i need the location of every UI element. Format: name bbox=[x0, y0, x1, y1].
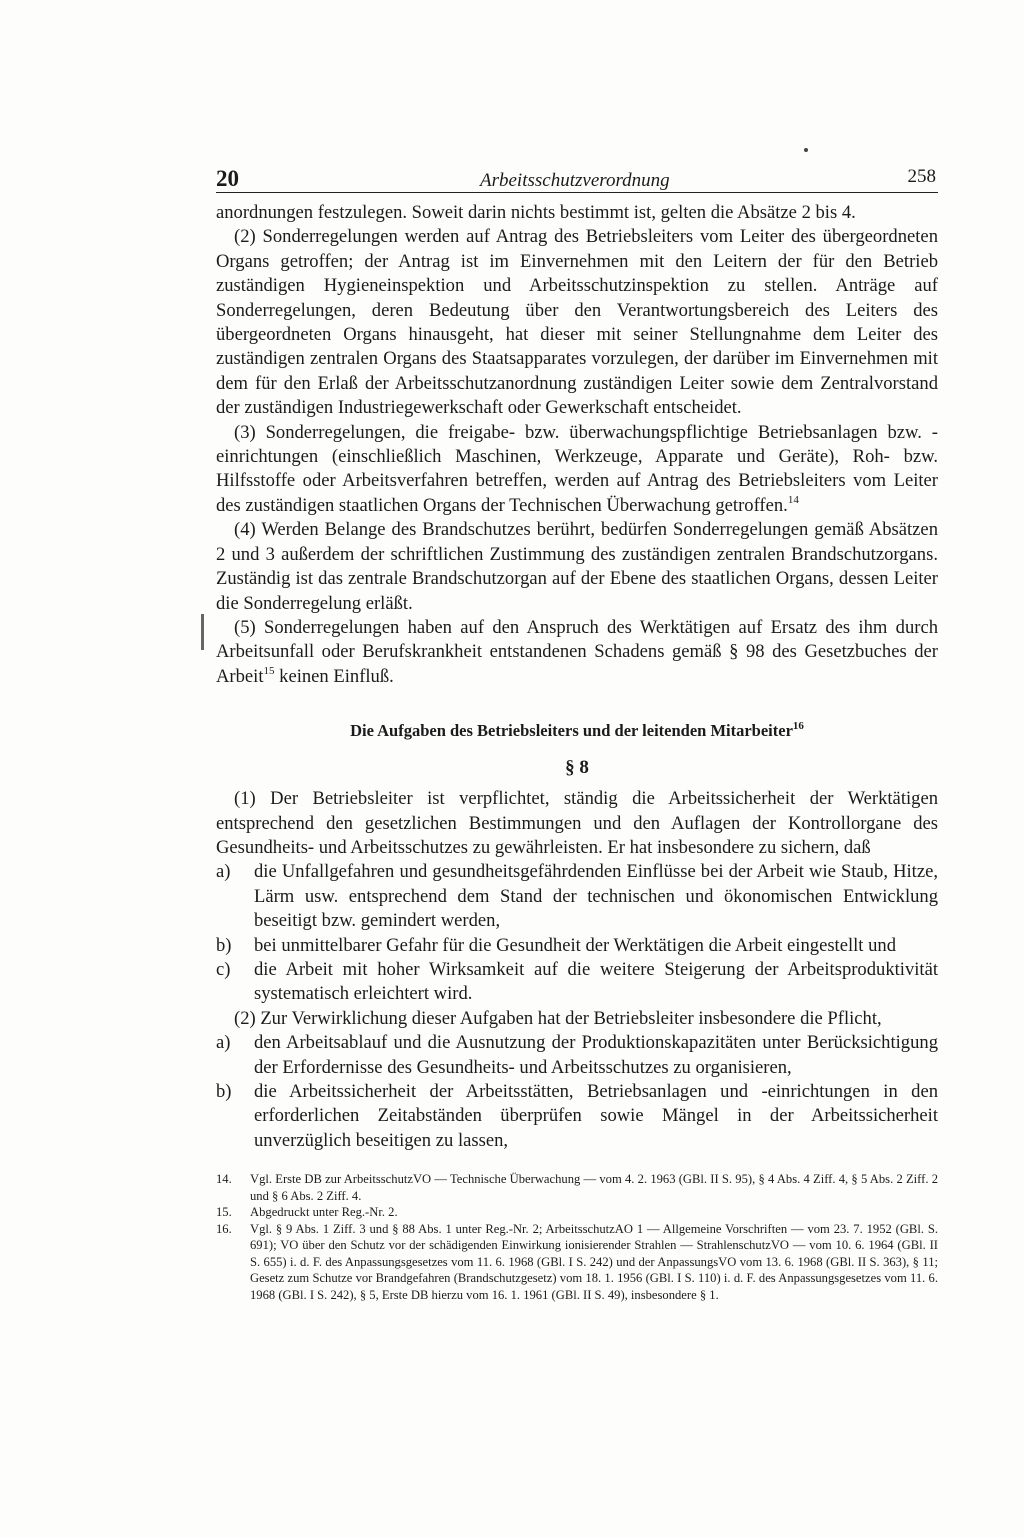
body-text bbox=[216, 201, 938, 1153]
section-paragraph-2: (2) Zur Verwirklichung dieser Aufgaben hat der Betriebsleiter insbesondere die Pflicht, bbox=[234, 1007, 882, 1029]
footnote bbox=[216, 1204, 938, 1221]
list-item bbox=[216, 860, 938, 933]
paragraph-3 bbox=[216, 421, 938, 519]
footnote-text: Vgl. § 9 Abs. 1 Ziff. 3 und § 88 Abs. 1 unter Reg.-Nr. 2; ArbeitsschutzAO 1 — Allgemeine Vorschriften — vom 23. 7. 1952 (GBl. S. 691); VO über den Schutz vor der schädigenden Einwirkung ionisierender Strahlen — StrahlenschutzVO — vom 10. 6. 1964 (GBl. II S. 655) i. d. F. des Anpassungsgesetzes vom 11. 6. 1968 (GBl. I S. 242) und der AnpassungsVO vom 13. 6. 1968 (GBl. II S. 363), § 11; Gesetz zum Schutze vor Brandgefahren (Brandschutzgesetz) vom 18. 1. 1956 (GBl. I S. 110) i. d. F. des Anpassungsgesetzes vom 11. 6. 1968 (GBl. I S. 242), § 5, Erste DB hierzu vom 16. 1. 1961 (GBl. II S. 49), insbesondere § 1. bbox=[250, 1221, 938, 1302]
footnote-ref-15[interactable]: 15 bbox=[263, 664, 275, 677]
footnote-number: 14. bbox=[216, 1172, 232, 1187]
footnote-ref-14[interactable]: 14 bbox=[787, 493, 799, 506]
list-item bbox=[216, 934, 938, 958]
list-label: a) bbox=[216, 1032, 231, 1054]
document-page bbox=[216, 164, 938, 1303]
margin-annotation-mark bbox=[201, 614, 204, 650]
paragraph-3-text: (3) Sonderregelungen, die freigabe- bzw. überwachungspflichtige Betriebsanlagen bzw. -einrichtungen (einschließlich Maschinen, Werkzeuge, Apparate und Geräte), Roh- bzw. Hilfsstoffe oder Arbeitsverfahren betreffen, werden auf Antrag des Betriebsleiters vom Leiter des zuständigen staatlichen Organs der Technischen Überwachung getroffen. bbox=[216, 421, 938, 516]
running-title: Arbeitsschutzverordnung bbox=[480, 170, 670, 191]
list-item bbox=[216, 958, 938, 1007]
footnote-number: 15. bbox=[216, 1205, 232, 1220]
paragraph-continuation: anordnungen festzulegen. Soweit darin nichts bestimmt ist, gelten die Absätze 2 bis 4. bbox=[216, 202, 856, 223]
list-2 bbox=[216, 1031, 938, 1153]
list-label: c) bbox=[216, 958, 231, 980]
stray-mark bbox=[804, 148, 808, 152]
paragraph-2: (2) Sonderregelungen werden auf Antrag des Betriebsleiters vom Leiter des übergeordneten Organs getroffen; der Antrag ist im Einvernehmen mit den Leitern der für den Betrieb zuständigen Hygieneinspektion und Arbeitsschutzinspektion zu stellen. Anträge auf Sonderregelungen, deren Bedeutung über den Verantwortungsbereich des Leiters des übergeordneten Organs hinausgeht, hat dieser mit seiner Stellungnahme dem Leiter des zuständigen zentralen Organs des Staatsapparates vorzulegen, der darüber im Einvernehmen mit dem für den Erlaß der Arbeitsschutzanordnung zuständigen Leiter sowie dem Zentralvorstand der zuständigen Industriegewerkschaft oder Gewerkschaft entscheidet. bbox=[216, 226, 938, 419]
chapter-number: 20 bbox=[216, 166, 239, 191]
footnote bbox=[216, 1221, 938, 1304]
paragraph-4: (4) Werden Belange des Brandschutzes berührt, bedürfen Sonderregelungen gemäß Absätzen 2 und 3 außerdem der schriftlichen Zustimmung des zuständigen zentralen Brandschutzorgans. Zuständig ist das zentrale Brandschutzorgan auf der Ebene des staatlichen Organs, dessen Leiter die Sonderregelung erläßt. bbox=[216, 519, 938, 614]
list-text: bei unmittelbarer Gefahr für die Gesundheit der Werktätigen die Arbeit eingestellt und bbox=[254, 934, 897, 956]
list-text: die Arbeit mit hoher Wirksamkeit auf die weitere Steigerung der Arbeitsproduktivität systematisch erleichtert wird. bbox=[254, 958, 938, 1005]
paragraph-5-text: (5) Sonderregelungen haben auf den Anspruch des Werktätigen auf Ersatz des ihm durch Arbeitsunfall oder Berufskrankheit entstandenen Schadens gemäß § 98 des Gesetzbuches der Arbeit bbox=[216, 616, 938, 687]
list-text: die Arbeitssicherheit der Arbeitsstätten, Betriebsanlagen und -einrichtungen in den erforderlichen Zeitabständen überprüfen sowie Mängel in der Arbeitssicherheit unverzüglich beseitigen zu lassen, bbox=[254, 1081, 938, 1151]
list-item bbox=[216, 1031, 938, 1080]
footnote-text: Vgl. Erste DB zur ArbeitsschutzVO — Technische Überwachung — vom 4. 2. 1963 (GBl. II S. 95), § 4 Abs. 4 Ziff. 4, § 5 Abs. 2 Ziff. 2 und § 6 Abs. 2 Ziff. 4. bbox=[250, 1172, 938, 1203]
footnote-ref-16[interactable]: 16 bbox=[792, 719, 804, 732]
footnote bbox=[216, 1171, 938, 1204]
list-text: den Arbeitsablauf und die Ausnutzung der Produktionskapazitäten unter Berücksichtigung der Erfordernisse des Gesundheits- und Arbeitsschutzes zu organisieren, bbox=[254, 1032, 938, 1078]
list-item bbox=[216, 1080, 938, 1153]
footnotes bbox=[216, 1171, 938, 1303]
paragraph-5-end: keinen Einfluß. bbox=[274, 665, 394, 687]
section-paragraph-1: (1) Der Betriebsleiter ist verpflichtet, ständig die Arbeitssicherheit der Werktätigen entsprechend den gesetzlichen Bestimmungen und den Auflagen der Kontrollorgane des Gesundheits- und Arbeitsschutzes zu gewährleisten. Er hat insbesondere zu sichern, daß bbox=[216, 788, 938, 858]
list-1 bbox=[216, 860, 938, 1006]
section-heading-text: Die Aufgaben des Betriebsleiters und der leitenden Mitarbeiter bbox=[350, 721, 793, 741]
list-label: b) bbox=[216, 1081, 232, 1102]
section-heading bbox=[216, 719, 938, 743]
list-label: b) bbox=[216, 934, 232, 956]
list-label: a) bbox=[216, 861, 231, 883]
list-text: die Unfallgefahren und gesundheitsgefährdenden Einflüsse bei der Arbeit wie Staub, Hitze, Lärm usw. entsprechend dem Stand der technischen und ökonomischen Entwicklung beseitigt bzw. gemindert werden, bbox=[254, 861, 938, 932]
footnote-number: 16. bbox=[216, 1221, 232, 1236]
section-sign: § 8 bbox=[565, 757, 589, 779]
running-header bbox=[216, 164, 938, 193]
page-number: 258 bbox=[907, 166, 936, 187]
paragraph-5 bbox=[216, 616, 938, 689]
footnote-text: Abgedruckt unter Reg.-Nr. 2. bbox=[250, 1205, 398, 1220]
